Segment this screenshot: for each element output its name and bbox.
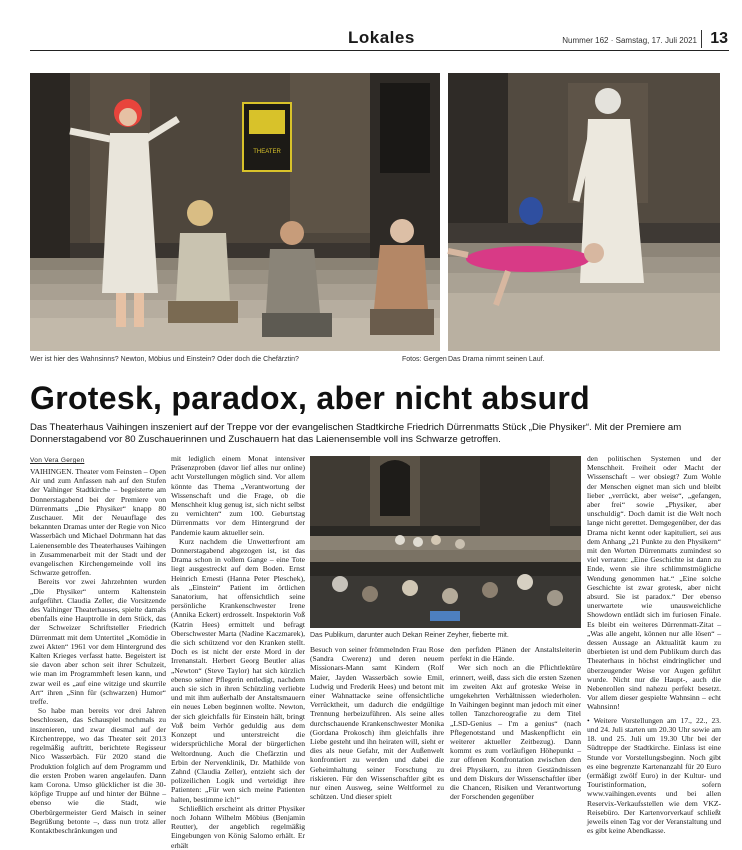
audience-illustration — [310, 456, 581, 628]
column-5 — [587, 454, 721, 836]
column-4 — [450, 645, 581, 802]
info-box: • Weitere Vorstellungen am 17., 22., 23. und 24. Juli starten um 20.30 Uhr sowie am 18. und 25. Juli um 19.30 Uhr bei der Südtreppe der Stadtkirche. Einlass ist eine Stunde vor Vorstellungsbeginn. Noch gibt es eine begrenzte Kartenanzahl für 20 Euro (ermäßigt zwölf Euro) in der Kultur- und Touristinformation, sofern www.vaihingen.events und bei allen Reservix-Verkaufsstellen wie dem VKZ-Reisebüro. Der Kartenvorverkauf schließt jeweils einen Tag vor der Veranstaltung und es gibt keine Abendkasse. — [587, 715, 721, 836]
photo-credit: Fotos: Gergen — [402, 356, 447, 363]
section-title: Lokales — [348, 28, 415, 47]
stage-scene-illustration — [30, 73, 440, 351]
paragraph: mit lediglich einem Monat intensiver Präsenzproben (davor lief alles nur online) acht Vorstellungen möglich sind. Vor allem könnte das Thema „Verantwortung der Wissenschaft und die Frage, ob die Menschheit klug genug ist, sich nicht selbst zu vernichten“ zum 100. Geburtstag Dürrenmatts vor dem Hintergrund der Pandemie kaum aktueller sein. — [171, 454, 305, 537]
main-photo-caption: Wer ist hier des Wahnsinns? Newton, Möbius und Einstein? Oder doch die Chefärztin? — [30, 356, 299, 363]
paragraph: VAIHINGEN. Theater vom Feinsten – Open Air und zum Anfassen nah auf den Stufen der Vaihinger Stadtkirche – begeisterte am Donnerstagabend bei der Premiere von Dürrenmatts „Die Physiker“ knapp 80 Zuschauer. Mit der Neuauflage des bekannten Dramas unter der Regie von Nico Wasserbäch und Michael Dohrmann hat das Laienensemble des Theaterhauses Vaihingen in Zusammenarbeit mit der Stadt und der evangelischen Kirchengemeinde voll ins Schwarze getroffen. — [30, 467, 166, 578]
article-headline: Grotesk, paradox, aber nicht absurd — [30, 380, 590, 416]
page-number: 13 — [701, 30, 728, 48]
issue-date: Nummer 162 · Samstag, 17. Juli 2021 — [562, 36, 697, 45]
right-photo — [448, 73, 720, 351]
byline: Von Vera Gergen — [30, 457, 85, 464]
column-1 — [30, 467, 166, 835]
audience-photo — [310, 456, 581, 628]
paragraph: den perfiden Plänen der Anstaltsleiterin perfekt in die Hände. — [450, 645, 581, 664]
column-2 — [171, 454, 305, 850]
header-rule — [30, 50, 729, 51]
right-photo-caption: Das Drama nimmt seinen Lauf. — [448, 356, 545, 363]
drama-scene-illustration — [448, 73, 720, 351]
paragraph: Wer sich noch an die Pflichtlektüre erinnert, weiß, dass sich die ersten Szenen im zweiten Akt auf groteske Weise in umgekehrten Verhältnissen wiederholen. In Vaihingen beginnt man jedoch mit einer tollen Tanzchoreografie zu dem Titel „LSD-Genius – I'm a genius“ (nach Pflegenotstand und Maskenpflicht ein weiterer aktueller Zeitbezug). Dann kommt es zum vorläufigen Höhepunkt – zur offenen Konfrontation zwischen den drei Physikern, zu ihren Geständnissen und dem Diskurs der Wissenschaftler über die Chancen, Risiken und Verantwortung der Forschenden gegenüber — [450, 663, 581, 802]
paragraph: Kurz nachdem die Unwetterfront am Donnerstagabend abgezogen ist, ist das Drama schon in vollem Gange – eine Tote liegt ausgestreckt auf dem Boden. Ernst Heinrich Ernesti (Hanna Peter Pleschek), als „Einstein“ Patient im örtlichen Sanatorium, hat offensichtlich seine persönliche Krankenschwester Irene (Annika Eckert) erdrosselt. Inspektorin Voß (Katrin Hees) ermittelt und befragt Oberschwester Marta (Nadine Kaczmarek), die sich schützend vor den Kranken stellt. Doch es ist nicht der erste Mord in der Irrenanstalt. Herbert Georg Beutler alias „Newton“ (Steve Taylor) hat sich kürzlich ebenso seiner Pflegerin entledigt, nachdem auch sie sich in ihren Schützling verliebte und mit ihm außerhalb der Anstaltsmauern ein neues Leben beginnen wollte. Newton, der sich gleichfalls für Einstein hält, bringt Voß beim Verhör geduldig aus dem Konzept und unterstreicht die widersprüchliche Moral der bürgerlichen Weltordnung. Auch die Chefärztin und Erbin der Nervenklinik, Dr. Mathilde von Zahnd (Claudia Zeller), entzieht sich der polizeilichen Logik und verteidigt ihre Patienten: „Für wen sich meine Patienten halten, bestimme ich!“ — [171, 536, 305, 804]
paragraph: den politischen Systemen und der Menschheit. Freiheit oder Macht der Wissenschaft – wer obsiegt? Zum Wohle der Menschen eignet man sich und bleibt lieber „verrückt, aber weise“, „gefangen, aber frei“ sowie „Physiker, aber unschuldig“. Doch damit ist die Welt noch lange nicht gerettet. Demgegenüber, der das Drama nicht kennt oder kapituliert, sei aus dem Anhang „21 Punkte zu den Physikern“ mit den Worten Dürrenmatts zumindest so viel verraten: „Eine Geschichte ist dann zu Ende, wenn sie ihre schlimmstmögliche Wendung genommen hat.“ „Eine solche Geschichte ist zwar grotesk, aber nicht absurd. Sie ist paradox.“ Der ebenso unerwartete wie unausweichliche Showdown entlädt sich im furiosen Finale. Es bleibt ein weiteres Dürrenmatt-Zitat – „Was alle angeht, können nur alle lösen“ – dessen Aussage an Aktualität kaum zu überbieten ist und dem Publikum durch das Theaterhaus in höchst eindringlicher und überzeugender Weise vor Augen geführt wurde. Nicht nur die Haupt-, auch die Nebenrollen sind nahezu perfekt besetzt. Vor allem dieser gespielte Wahnsinn – echt Wahnsinn! — [587, 454, 721, 712]
paragraph: Besuch von seiner frömmelnden Frau Rose (Sandra Cwerenz) und deren neuem Missionars-Mann samt Kindern (Rolf Maier, Jayden Wasserbäch sowie Emil, Ludwig und Frederik Hees) und betont mit einer Wahnattacke seine offensichtliche Verrücktheit, um dadurch die endgültige Trennung herbeizuführen. Als seine alles durchschauende Krankenschwester Monika (Gordana Prokosch) ihm gleichfalls ihre Liebe gesteht und ihn heiraten will, sieht er dies als neue Gefahr, mit der Außenwelt konfrontiert zu werden und dabei die Geheimhaltung seiner Forschung zu riskieren. Für den Wissenschaftler gibt es nur einen Ausweg, seine Weltformel zu schützen. Und dieser spielt — [310, 645, 444, 802]
paragraph: Schließlich erscheint als dritter Physiker noch Johann Wilhelm Möbius (Benjamin Reutter), der angeblich regelmäßig Eingebungen von König Salomo erhält. Er erhält — [171, 803, 305, 850]
audience-photo-caption: Das Publikum, darunter auch Dekan Reiner Zeyher, fieberte mit. — [310, 632, 509, 639]
paragraph: Bereits vor zwei Jahrzehnten wurden „Die Physiker“ unterm Kaltenstein aufgeführt. Claudia Zeller, die Vorsitzende des Vaihinger Theaterhauses, spielte damals ebenfalls eine Hauptrolle in dem Stück, das der Schweizer Schriftsteller Friedrich Dürrenmatt mit dem Untertitel „Komödie in zwei Akten“ 1961 vor dem Hintergrund des Kalten Krieges verfasst hatte. Begeistert ist sie davon aber schon seit ihrer Schulzeit, wie man im Programmheft lesen kann, und zwar weil es „auf eine witzige und skurrile Art“ ihren „Sinn für (schwarzen) Humor“ treffe. — [30, 577, 166, 707]
main-photo — [30, 73, 440, 351]
article-lead: Das Theaterhaus Vaihingen inszeniert auf der Treppe vor der evangelischen Stadtkirche Friedrich Dürrenmatts Stück „Die Physiker“. Mit der Premiere am Donnerstagabend vor 80 Zuschauerinnen und Zuschauern hat das Laienensemble voll ins Schwarze getroffen. — [30, 422, 682, 445]
paragraph: So habe man bereits vor drei Jahren beschlossen, das Schauspiel nochmals zu inszenieren, und zwar diesmal auf der Kirchentreppe, wo das Theater seit 2013 regelmäßig auftritt, berichtete Regisseur Nico Wasserbäch. Für 2020 stand die Produktion folglich auf dem Programm und die ersten Proben waren angelaufen. Dann kam Corona. Umso glücklicher ist die 30-köpfige Truppe auf und hinter der Bühne – ebenso wie die Stadt, wie Oberbürgermeister Gerd Maisch in seiner Begrüßung betonte –, dass nun trotz aller Kontaktbeschränkungen und — [30, 706, 166, 835]
poster-label: THEATER — [253, 149, 281, 155]
column-3 — [310, 645, 444, 802]
